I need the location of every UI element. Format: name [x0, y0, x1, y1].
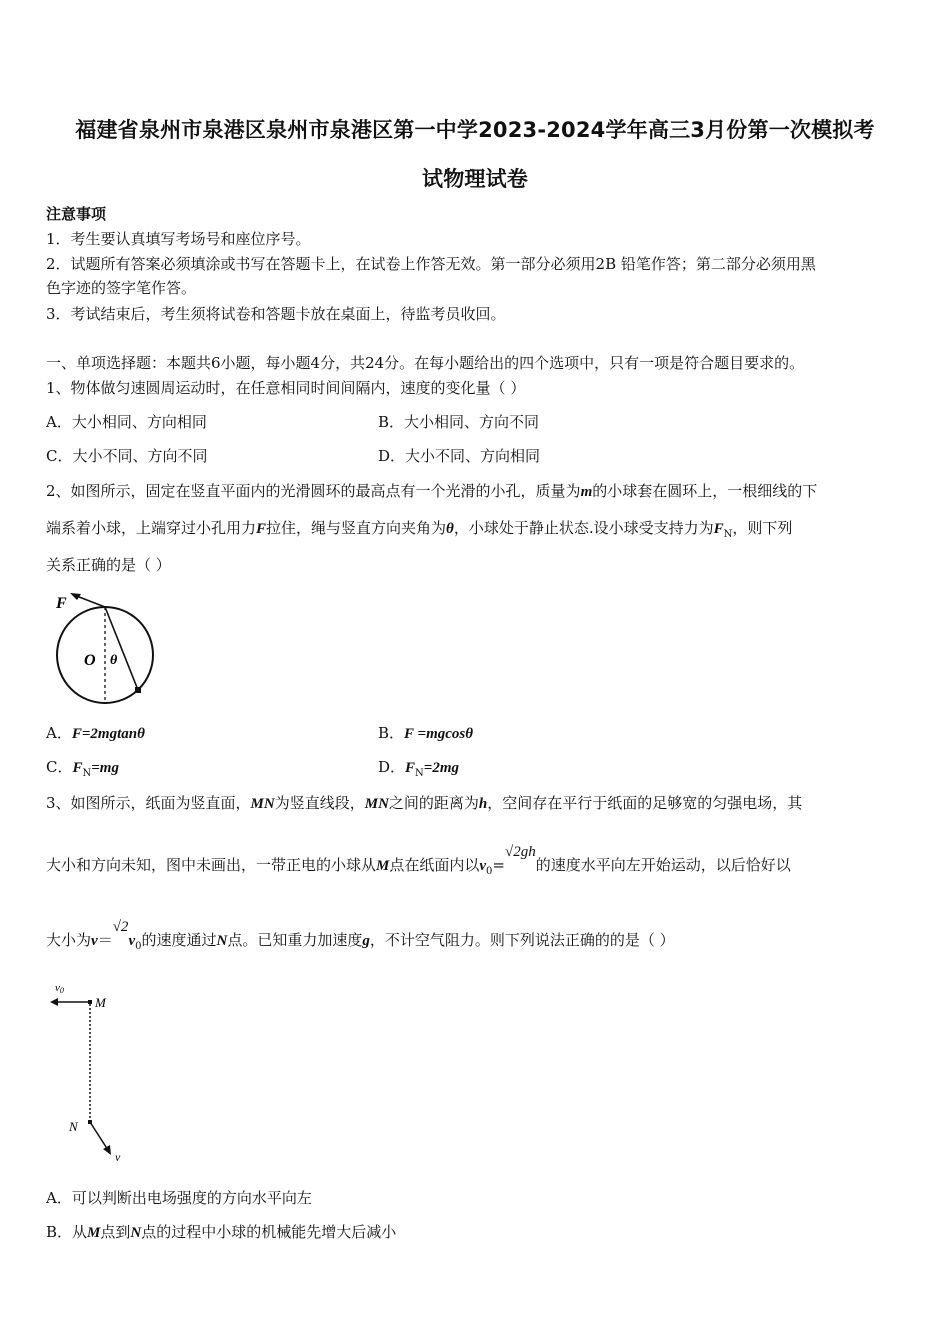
- label-N: N: [69, 1119, 78, 1134]
- var-MN: MN: [250, 796, 275, 812]
- label-v0: v0: [55, 982, 64, 995]
- option-a-equation: F=2mgtanθ: [71, 726, 145, 742]
- var-M: M: [376, 858, 390, 874]
- q2-figure: [50, 590, 160, 710]
- sqrt-2gh: √2gh: [505, 844, 536, 860]
- ball-dot: [135, 687, 141, 693]
- q3-text: 点的过程中小球的机械能先增大后减小: [141, 1223, 397, 1241]
- sub-0: 0: [486, 866, 493, 877]
- q3-text: 3、如图所示，纸面为竖直面，: [46, 794, 251, 812]
- option-d-equation: =2mg: [423, 760, 460, 776]
- var-v0: v: [128, 933, 136, 949]
- q3-text: ，空间存在平行于纸面的足够宽的匀强电场，其: [487, 794, 803, 812]
- var-FN: F: [713, 521, 724, 537]
- notice-heading: 注意事项: [46, 205, 107, 223]
- var-F: F: [72, 760, 83, 776]
- q3-text: 点在纸面内以: [389, 856, 480, 874]
- q1-option-c: C．大小不同、方向不同: [46, 447, 208, 465]
- q2-text: ，小球处于静止状态.设小球受支持力为: [453, 519, 714, 537]
- option-label: C．: [46, 758, 73, 776]
- var-v: v: [91, 933, 98, 949]
- q2-option-b: [378, 722, 473, 743]
- q1-option-d: D．大小不同、方向相同: [378, 447, 541, 465]
- sqrt-2: √2: [112, 919, 129, 935]
- notice-item-1: 1．考生要认真填写考场号和座位序号。: [46, 230, 311, 248]
- var-F: F: [405, 760, 416, 776]
- notice-item-2-cont: 色字迹的签字笔作答。: [46, 279, 197, 297]
- q2-stem-line2: [46, 517, 792, 540]
- q2-text: 的小球套在圆环上，一根细线的下: [592, 482, 818, 500]
- var-M: M: [87, 1225, 101, 1241]
- q3-text: =: [492, 856, 505, 874]
- var-N: N: [216, 933, 228, 949]
- var-MN: MN: [364, 796, 389, 812]
- v-arrow-line: [90, 1122, 108, 1150]
- notice-item-2: 2．试题所有答案必须填涂或书写在答题卡上，在试卷上作答无效。第一部分必须用2B 铅笔作答；第二部分必须用黑: [46, 255, 816, 273]
- v0-arrowhead: [50, 998, 58, 1006]
- sub-N: N: [415, 768, 424, 779]
- q2-stem-line3: 关系正确的是（ ）: [46, 556, 171, 574]
- label-M: M: [95, 995, 106, 1010]
- var-F: F: [256, 521, 267, 537]
- q3-option-b: [46, 1221, 396, 1242]
- option-label: A．: [46, 724, 72, 742]
- q2-option-c: [46, 756, 119, 779]
- var-m: m: [580, 484, 593, 500]
- option-c-equation: =mg: [91, 760, 119, 776]
- q3-text: 大小和方向未知，图中未画出，一带正电的小球从: [46, 856, 377, 874]
- option-label: B．: [378, 724, 405, 742]
- notice-item-3: 3．考试结束后，考生须将试卷和答题卡放在桌面上，待监考员收回。: [46, 305, 506, 323]
- q2-option-d: [378, 756, 459, 779]
- q3-text: ＝: [97, 931, 113, 949]
- q3-text: 大小为: [46, 931, 92, 949]
- sub-N: N: [82, 768, 92, 779]
- q1-option-a: A．大小相同、方向相同: [46, 413, 207, 431]
- q3-figure: [45, 975, 145, 1170]
- q3-text: ，不计空气阻力。则下列说法正确的的是（ ）: [369, 931, 675, 949]
- q2-text: 2、如图所示，固定在竖直平面内的光滑圆环的最高点有一个光滑的小孔，质量为: [46, 482, 581, 500]
- q3-text: B．从: [46, 1223, 88, 1241]
- var-h: h: [478, 796, 488, 812]
- q2-stem-line1: [46, 480, 817, 501]
- section-heading: 一、单项选择题：本题共6小题，每小题4分，共24分。在每小题给出的四个选项中，只有一项是符合题目要求的。: [46, 354, 805, 372]
- var-g: g: [362, 933, 370, 949]
- q3-stem-line3: [46, 919, 675, 952]
- q3-text: 点。已知重力加速度: [227, 931, 363, 949]
- option-label: D．: [378, 758, 406, 776]
- label-F: F: [56, 595, 67, 612]
- sub-0: 0: [135, 941, 142, 952]
- q2-option-a: [46, 722, 145, 743]
- q3-text: 之间的距离为: [388, 794, 479, 812]
- q3-text: 的速度水平向左开始运动，以后恰好以: [535, 856, 791, 874]
- label-O: O: [84, 652, 96, 669]
- q3-text: 点到: [100, 1223, 131, 1241]
- option-b-equation: F =mgcosθ: [404, 726, 474, 742]
- page-title: 福建省泉州市泉港区泉州市泉港区第一中学2023-2024学年高三3月份第一次模拟考: [75, 118, 875, 142]
- q3-stem-line1: [46, 792, 802, 813]
- string-line: [105, 607, 138, 690]
- q1-stem: 1、物体做匀速圆周运动时，在任意相同时间间隔内，速度的变化量（ ）: [46, 379, 526, 397]
- q2-text: 拉住，绳与竖直方向夹角为: [266, 519, 447, 537]
- q2-text: 端系着小球，上端穿过小孔用力: [46, 519, 257, 537]
- point-M: [88, 1000, 92, 1004]
- q3-option-a: A．可以判断出电场强度的方向水平向左: [46, 1189, 312, 1207]
- var-N: N: [130, 1225, 142, 1241]
- label-theta: θ: [110, 653, 118, 668]
- sub-N: N: [723, 529, 733, 540]
- q3-text: 为竖直线段，: [274, 794, 365, 812]
- var-v0: v: [479, 858, 487, 874]
- v-arrowhead: [103, 1145, 111, 1155]
- q3-text: 的速度通过: [141, 931, 217, 949]
- q2-text: ，则下列: [732, 519, 793, 537]
- page-title-line2: 试物理试卷: [422, 167, 528, 191]
- label-v: v: [115, 1150, 121, 1164]
- var-theta: θ: [446, 521, 454, 537]
- q1-option-b: B．大小相同、方向不同: [378, 413, 540, 431]
- q3-stem-line2: [46, 844, 791, 877]
